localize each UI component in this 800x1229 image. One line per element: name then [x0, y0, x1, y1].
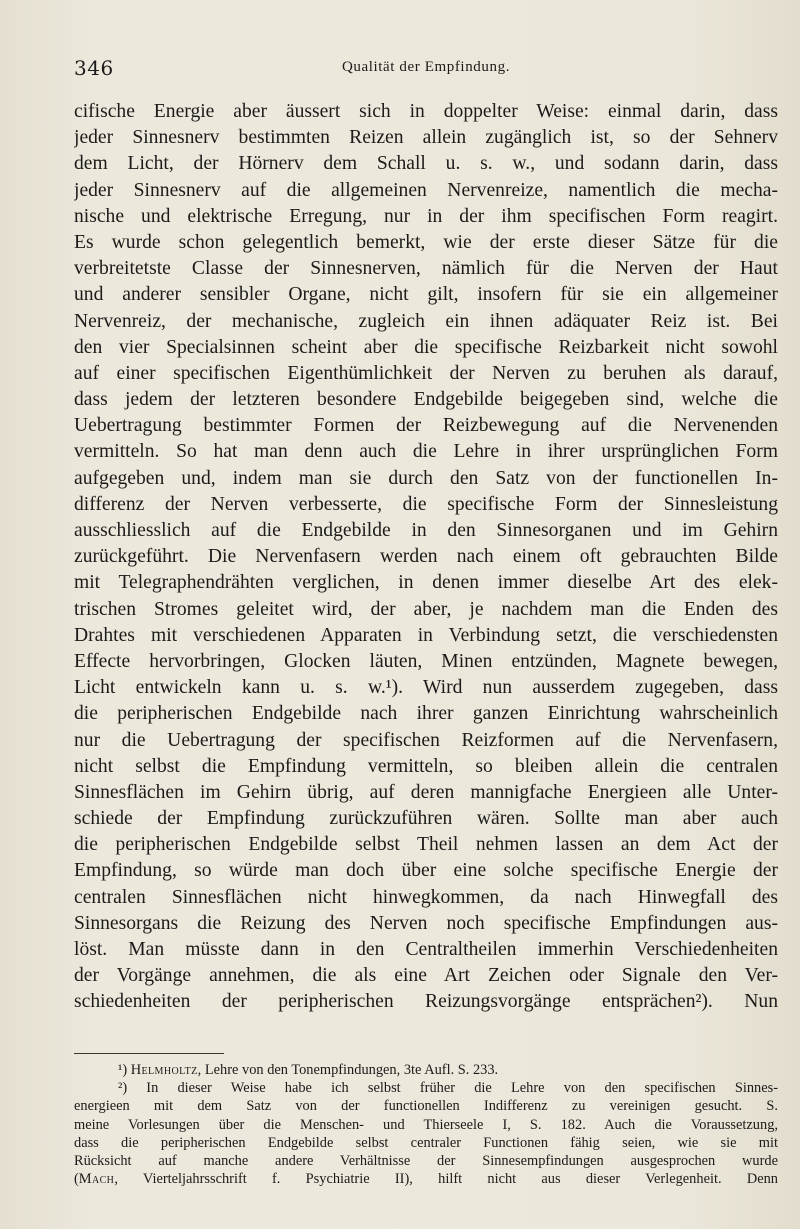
text-line: zurückgeführt. Die Nervenfasern werden nach einem oft gebrauchten Bilde [74, 546, 778, 568]
text-line: centralen Sinnesflächen nicht hinwegkommen, da nach Hinwegfall des [74, 886, 778, 908]
text-line: die peripherischen Endgebilde nach ihrer ganzen Einrichtung wahrscheinlich [74, 703, 778, 725]
text-line: und anderer sensibler Organe, nicht gilt, insofern für sie ein allgemeiner [74, 284, 778, 306]
text-line: Nervenreiz, der mechanische, zugleich ein ihnen adäquater Reiz ist. Bei [74, 310, 778, 332]
page-number: 346 [74, 56, 114, 80]
text-line: dass jedem der letzteren besondere Endgebilde beigegeben sind, welche die [74, 389, 778, 411]
text-line: Effecte hervorbringen, Glocken läuten, Minen entzünden, Magnete bewegen, [74, 650, 778, 672]
text-line: Es wurde schon gelegentlich bemerkt, wie der erste dieser Sätze für die [74, 231, 778, 253]
text-line: vermitteln. So hat man denn auch die Lehre in ihrer ursprünglichen Form [74, 441, 778, 463]
text-line: auf einer specifischen Eigenthümlichkeit der Nerven zu beruhen als darauf, [74, 362, 778, 384]
text-line: schiede der Empfindung zurückzuführen wären. Sollte man aber auch [74, 808, 778, 830]
footnote-2-line: energieen mit dem Satz von der functionellen Indifferenz zu vereinigen gesucht. S. [74, 1098, 778, 1115]
footnote-1-author: Helmholtz [130, 1062, 198, 1078]
text-line: mit Telegraphendrähten verglichen, in denen immer dieselbe Art des elek- [74, 572, 778, 594]
text-line: Licht entwickeln kann u. s. w.¹). Wird nun ausserdem zugegeben, dass [74, 677, 778, 699]
text-line: trischen Stromes geleitet wird, der aber, je nachdem man die Enden des [74, 598, 778, 620]
footnote-2-last-line [74, 1170, 778, 1188]
footnotes [74, 1061, 778, 1188]
text-line: Drahtes mit verschiedenen Apparaten in Verbindung setzt, die verschiedensten [74, 624, 778, 646]
text-line: schiedenheiten der peripherischen Reizungsvorgänge entsprächen²). Nun [74, 991, 778, 1013]
text-line: verbreitetste Classe der Sinnesnerven, nämlich für die Nerven der Haut [74, 258, 778, 280]
text-line: dem Licht, der Hörnerv dem Schall u. s. w., und sodann darin, dass [74, 153, 778, 175]
text-line: löst. Man müsste dann in den Centraltheilen immerhin Verschiedenheiten [74, 939, 778, 960]
text-line: Sinnesflächen im Gehirn übrig, auf deren mannigfache Energieen alle Unter- [74, 781, 778, 803]
text-line: cifische Energie aber äussert sich in doppelter Weise: einmal darin, dass [74, 101, 778, 122]
footnote-1-mark: ¹) [118, 1062, 128, 1078]
text-line: der Vorgänge annehmen, die als eine Art Zeichen oder Signale den Ver- [74, 965, 778, 987]
body-text [74, 99, 778, 1016]
text-line: nur die Uebertragung der specifischen Reizformen auf die Nervenfasern, [74, 729, 778, 751]
text-line: Sinnesorgans die Reizung des Nerven noch specifische Empfindungen aus- [74, 912, 778, 934]
footnote-2-author: Mach [78, 1171, 115, 1188]
text-line: Empfindung, so würde man doch über eine solche specifische Energie der [74, 860, 778, 882]
footnote-2-line: dass die peripherischen Endgebilde selbst centraler Functionen fähig seien, wie sie mit [74, 1134, 778, 1151]
text-line: aufgegeben und, indem man sie durch den Satz von der functionellen In- [74, 467, 778, 489]
footnote-2-paren: ( [74, 1171, 79, 1188]
footnote-divider [74, 1053, 224, 1054]
footnote-1-text: , Lehre von den Tonempfindungen, 3te Aufl. S. 233. [197, 1062, 499, 1078]
text-line: nicht selbst die Empfindung vermitteln, so bleiben allein die centralen [74, 755, 778, 777]
footnote-2-line: ²) In dieser Weise habe ich selbst früher die Lehre von den specifischen Sinnes- [118, 1080, 778, 1097]
text-line: den vier Specialsinnen scheint aber die specifische Reizbarkeit nicht sowohl [74, 336, 778, 358]
footnote-2-line: Rücksicht auf manche andere Verhältnisse der Sinnesempfindungen ausgesprochen wurde [74, 1152, 778, 1169]
text-line: Uebertragung bestimmter Formen der Reizbewegung auf die Nervenenden [74, 415, 778, 437]
text-line: ausschliesslich auf die Endgebilde in den Sinnesorganen und im Gehirn [74, 520, 778, 541]
page-header [74, 56, 778, 82]
text-line: jeder Sinnesnerv auf die allgemeinen Nervenreize, namentlich die mecha- [74, 179, 778, 201]
text-line: die peripherischen Endgebilde selbst Theil nehmen lassen an dem Act der [74, 834, 778, 856]
running-title: Qualität der Empfindung. [341, 59, 511, 75]
text-line: jeder Sinnesnerv bestimmten Reizen allein zugänglich ist, so der Sehnerv [74, 127, 778, 149]
footnote-1 [74, 1061, 778, 1079]
text-line: differenz der Nerven verbesserte, die specifische Form der Sinnesleistung [74, 493, 778, 515]
footnote-2-line: meine Vorlesungen über die Menschen- und Thierseele I, S. 182. Auch die Voraussetzung, [74, 1116, 778, 1133]
text-line: nische und elektrische Erregung, nur in der ihm specifischen Form reagirt. [74, 205, 778, 227]
footnote-2-tail: , Vierteljahrsschrift f. Psychiatrie II), hilft nicht aus dieser Verlegenheit. Denn [114, 1171, 778, 1188]
